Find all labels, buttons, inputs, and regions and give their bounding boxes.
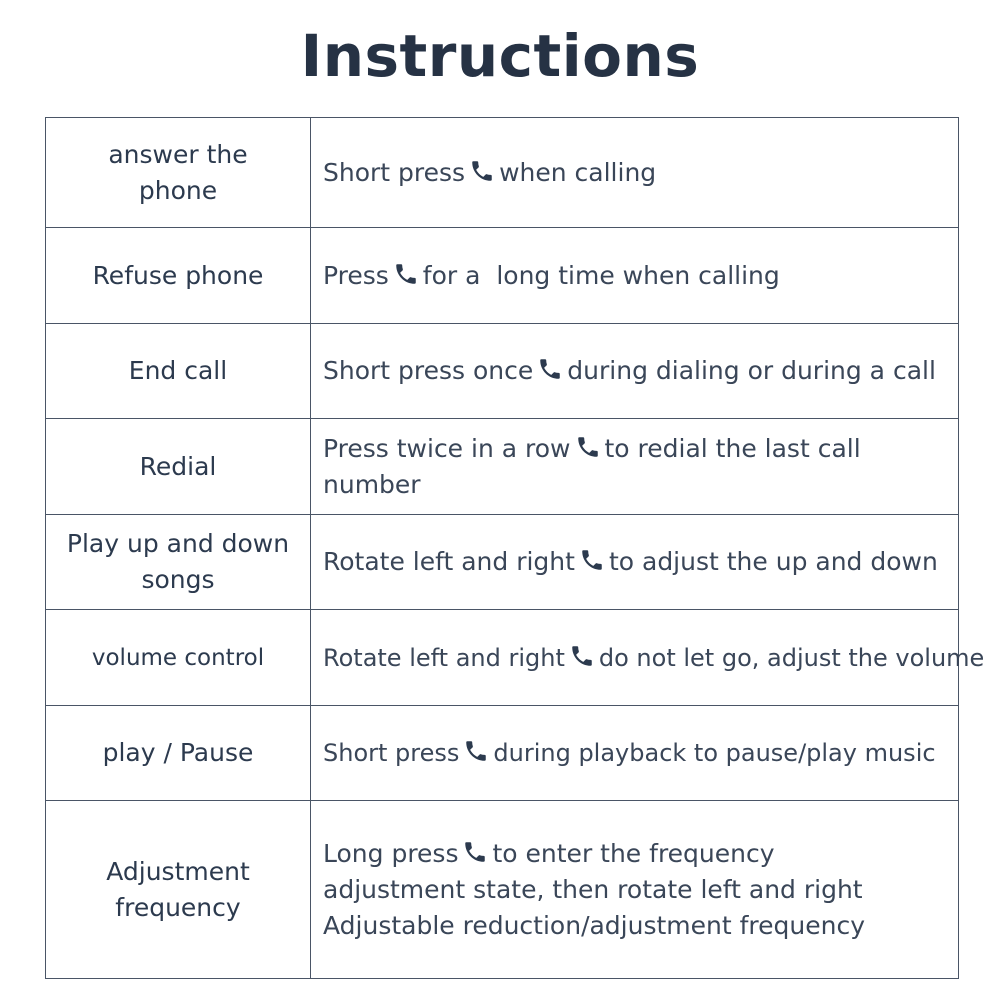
page-title: Instructions — [300, 22, 700, 90]
table-row — [46, 419, 959, 515]
row-label — [46, 419, 311, 515]
description-before-icon: Short press — [323, 739, 460, 767]
phone-icon — [462, 839, 488, 865]
row-label — [46, 706, 311, 801]
description-after-icon: to enter the frequency adjustment state, then rotate left and right Adjustable reduction/adjustment frequency — [323, 838, 866, 940]
row-label-text: Adjustment frequency — [106, 856, 250, 922]
row-label — [46, 228, 311, 324]
row-label-text: Play up and down songs — [66, 529, 290, 594]
description-before-icon: Press — [323, 260, 389, 290]
row-description — [311, 610, 985, 706]
phone-icon — [463, 738, 489, 764]
row-label-text: volume control — [91, 644, 265, 671]
phone-icon — [579, 547, 605, 573]
row-label — [46, 118, 311, 228]
description-before-icon: Rotate left and right — [323, 547, 575, 576]
phone-icon — [393, 261, 419, 287]
description-after-icon: do not let go, adjust the volume — [598, 643, 985, 672]
phone-icon — [569, 643, 595, 669]
row-description — [311, 706, 959, 801]
row-label-text: Refuse phone — [92, 260, 264, 290]
description-after-icon: to adjust the up and down — [608, 547, 938, 576]
phone-icon — [469, 158, 495, 184]
row-label — [46, 610, 311, 706]
row-description — [311, 324, 959, 419]
instructions-table — [45, 117, 985, 979]
description-before-icon: Press twice in a row — [323, 433, 571, 463]
description-before-icon: Long press — [323, 838, 459, 868]
phone-icon — [537, 356, 563, 382]
description-after-icon: to redial the last call number — [323, 433, 861, 499]
description-after-icon: for a long time when calling — [422, 260, 780, 290]
row-description — [311, 228, 959, 324]
description-after-icon: during dialing or during a call — [567, 356, 936, 385]
description-before-icon: Short press — [323, 157, 466, 187]
table-row — [46, 610, 959, 706]
table-row — [46, 118, 959, 228]
description-before-icon: Short press once — [323, 356, 534, 385]
description-before-icon: Rotate left and right — [323, 643, 565, 672]
row-description — [311, 118, 959, 228]
table-row — [46, 801, 959, 979]
row-label-text: Redial — [139, 451, 217, 481]
description-after-icon: during playback to pause/play music — [493, 739, 936, 767]
table-row — [46, 228, 959, 324]
table-row — [46, 324, 959, 419]
phone-icon — [575, 434, 601, 460]
table-row — [46, 515, 959, 610]
row-description — [311, 515, 959, 610]
row-description — [311, 419, 959, 515]
row-label — [46, 515, 311, 610]
row-label — [46, 324, 311, 419]
row-label-text: End call — [128, 356, 228, 385]
row-label-text: play / Pause — [102, 738, 254, 767]
table-row — [46, 706, 959, 801]
description-after-icon: when calling — [499, 157, 657, 187]
row-label — [46, 801, 311, 979]
row-label-text: answer the phone — [108, 139, 248, 205]
row-description — [311, 801, 959, 979]
